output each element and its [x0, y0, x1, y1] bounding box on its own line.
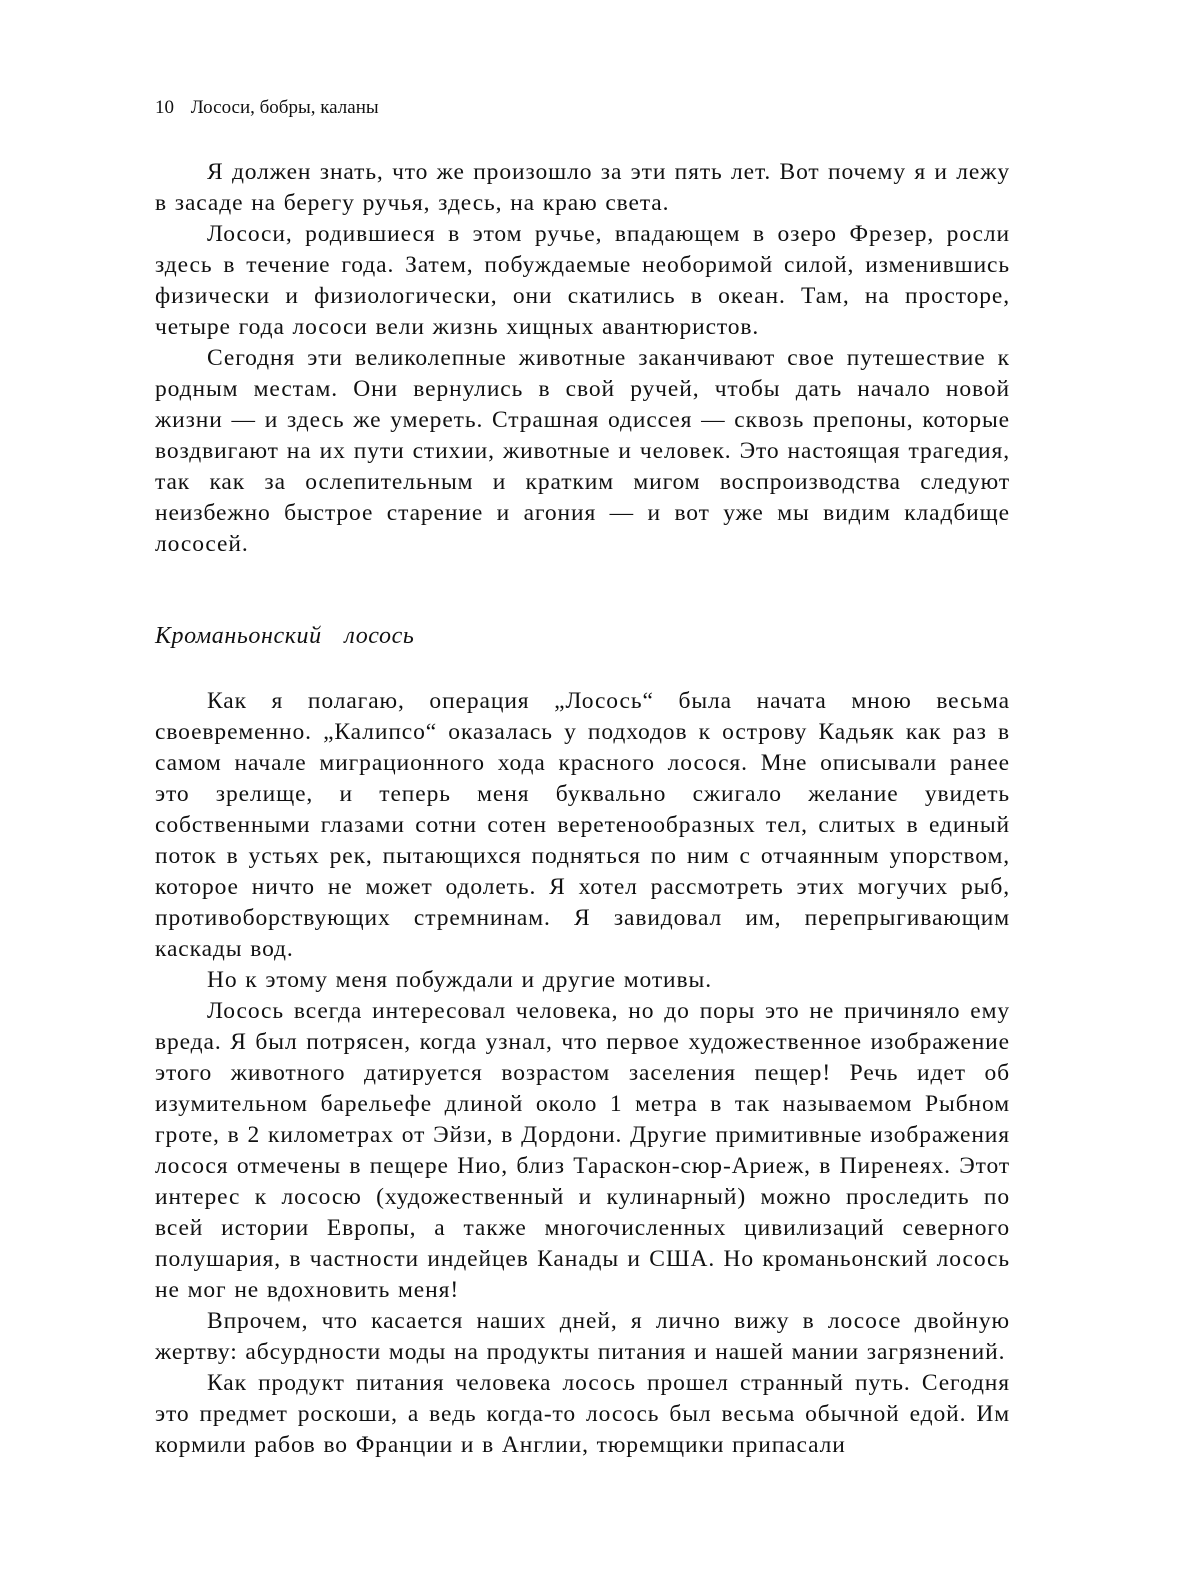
paragraph: Как я полагаю, операция „Лосось“ была начата мною весьма своевременно. „Калипсо“ оказалась у подходов к острову Кадьяк как раз в самом начале миграционного хода красного лосося. Мне описывали ранее это зрелище, и теперь меня буквально сжигало желание увидеть собственными глазами сотни сотен веретенообразных тел, слитых в единый поток в устьях рек, пытающихся подняться по ним с отчаянным упорством, которое ничто не может одолеть. Я хотел рассмотреть этих могучих рыб, противоборствующих стремнинам. Я завидовал им, перепрыгивающим каскады вод. [155, 688, 1010, 962]
paragraph: Как продукт питания человека лосось прошел странный путь. Сегодня это предмет роскоши, а ведь когда-то лосось был весьма обычной едой. Им кормили рабов во Франции и в Англии, тюремщики припасали [155, 1370, 1010, 1458]
paragraph: Сегодня эти великолепные животные заканчивают свое путешествие к родным местам. Они вернулись в свой ручей, чтобы дать начало новой жизни — и здесь же умереть. Страшная одиссея — сквозь препоны, которые воздвигают на их пути стихии, животные и человек. Это настоящая трагедия, так как за ослепительным и кратким мигом воспроизводства следуют неизбежно быстрое старение и агония — и вот уже мы видим кладбище лососей. [155, 345, 1010, 557]
paragraph: Я должен знать, что же произошло за эти пять лет. Вот почему я и лежу в засаде на берегу ручья, здесь, на краю света. [155, 159, 1010, 216]
paragraph: Лосось всегда интересовал человека, но до поры это не причиняло ему вреда. Я был потрясен, когда узнал, что первое художественное изображение этого животного датируется возрастом заселения пещер! Речь идет об изумительном барельефе длиной около 1 метра в так называемом Рыбном гроте, в 2 километрах от Эйзи, в Дордони. Другие примитивные изображения лосося отмечены в пещере Нио, близ Тараскон-сюр-Ариеж, в Пиренеях. Этот интерес к лососю (художественный и кулинарный) можно проследить по всей истории Европы, а также многочисленных цивилизаций северного полушария, в частности индейцев Канады и США. Но кроманьонский лосось не мог не вдохновить меня! [155, 998, 1010, 1303]
paragraph: Лососи, родившиеся в этом ручье, впадающем в озеро Фрезер, росли здесь в течение года. Затем, побуждаемые необоримой силой, изменившись физически и физиологически, они скатились в океан. Там, на просторе, четыре года лососи вели жизнь хищных авантюристов. [155, 221, 1010, 340]
running-head [155, 96, 379, 120]
running-title: Лососи, бобры, каланы [190, 97, 379, 118]
paragraph: Впрочем, что касается наших дней, я лично вижу в лососе двойную жертву: абсурдности моды на продукты питания и нашей мании загрязнений. [155, 1308, 1010, 1365]
page-number: 10 [155, 97, 174, 118]
section-one-body [155, 157, 1010, 560]
paragraph: Но к этому меня побуждали и другие мотивы. [207, 967, 712, 993]
section-heading: Кроманьонский лосось [155, 623, 415, 649]
section-two-body [155, 686, 1010, 1461]
